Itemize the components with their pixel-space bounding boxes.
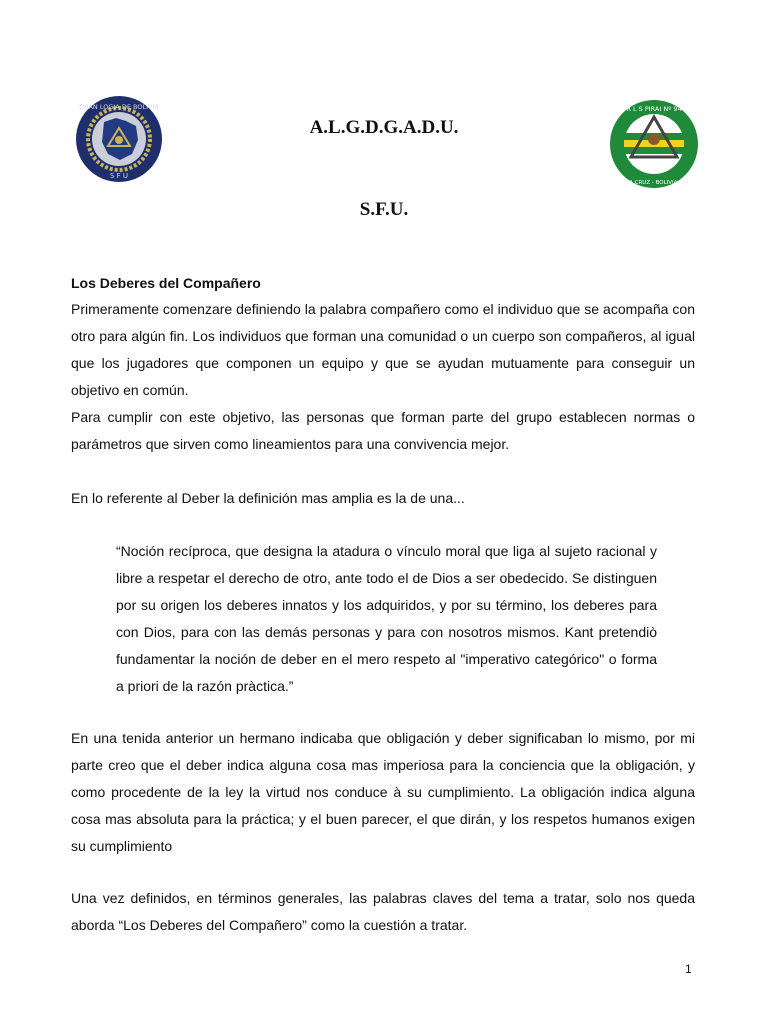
document-subtitle: S.F.U. [359,199,409,220]
seal-bottom-text: S F U [109,172,129,180]
page-number: 1 [685,962,692,976]
section-title: Los Deberes del Compañero [71,275,261,291]
seal-ring-text: R L S PIRAI Nº 94 [626,105,682,113]
paragraph-companion-definition: Primeramente comenzare definiendo la palabra compañero como el individuo que se acompaña con otro para algún fin. Los individuos que forman una comunidad o un cuerpo son compañeros, al igual que los jugadores que componen un equipo y que se ayudan mutuamente para conseguir un objetivo en común. [71,301,695,398]
duty-definition-quote: “Noción recíproca, que designa la atadura o vínculo moral que liga al sujeto racional y libre a respetar el derecho de otro, ante todo el de Dios a ser obedecido. Se distinguen por su origen los deberes innatos y los adquiridos, y por su término, los deberes para con Dios, para con las demás personas y para con nosotros mismos. Kant pretendiò fundamentar la noción de deber en el mero respeto al "imperativo categórico" o forma a priori de la razón pràctica.” [116,543,657,694]
pirai-lodge-seal-icon [609,99,699,189]
document-title: A.L.G.D.G.A.D.U. [309,117,459,138]
paragraph-group-norms: Para cumplir con este objetivo, las personas que forman parte del grupo establecen normas o parámetros que sirven como lineamientos para una convivencia mejor. [71,409,695,452]
paragraph-duty-intro: En lo referente al Deber la definición mas amplia es la de una... [71,490,465,506]
paragraph-obligation-vs-duty: En una tenida anterior un hermano indicaba que obligación y deber significaban lo mismo, por mi parte creo que el deber indica alguna cosa mas imperiosa para la conciencia que la obligación, y como procedente de la ley la virtud nos conduce à su cumplimiento. La obligación indica alguna cosa mas absoluta para la práctica; y el buen parecer, el que dirán, y los respetos humanos exigen su cumplimiento [71,730,695,854]
paragraph-conclusion: Una vez definidos, en términos generales, las palabras claves del tema a tratar, solo nos queda aborda “Los Deberes del Compañero” como la cuestión a tratar. [71,890,695,933]
bolivia-lodge-seal-icon [74,94,164,184]
seal-ring-text: GRAN LOGIA DE BOLIVIA [79,103,159,111]
seal-bottom-text: SANTA CRUZ - BOLIVIA 2002 [614,180,694,186]
